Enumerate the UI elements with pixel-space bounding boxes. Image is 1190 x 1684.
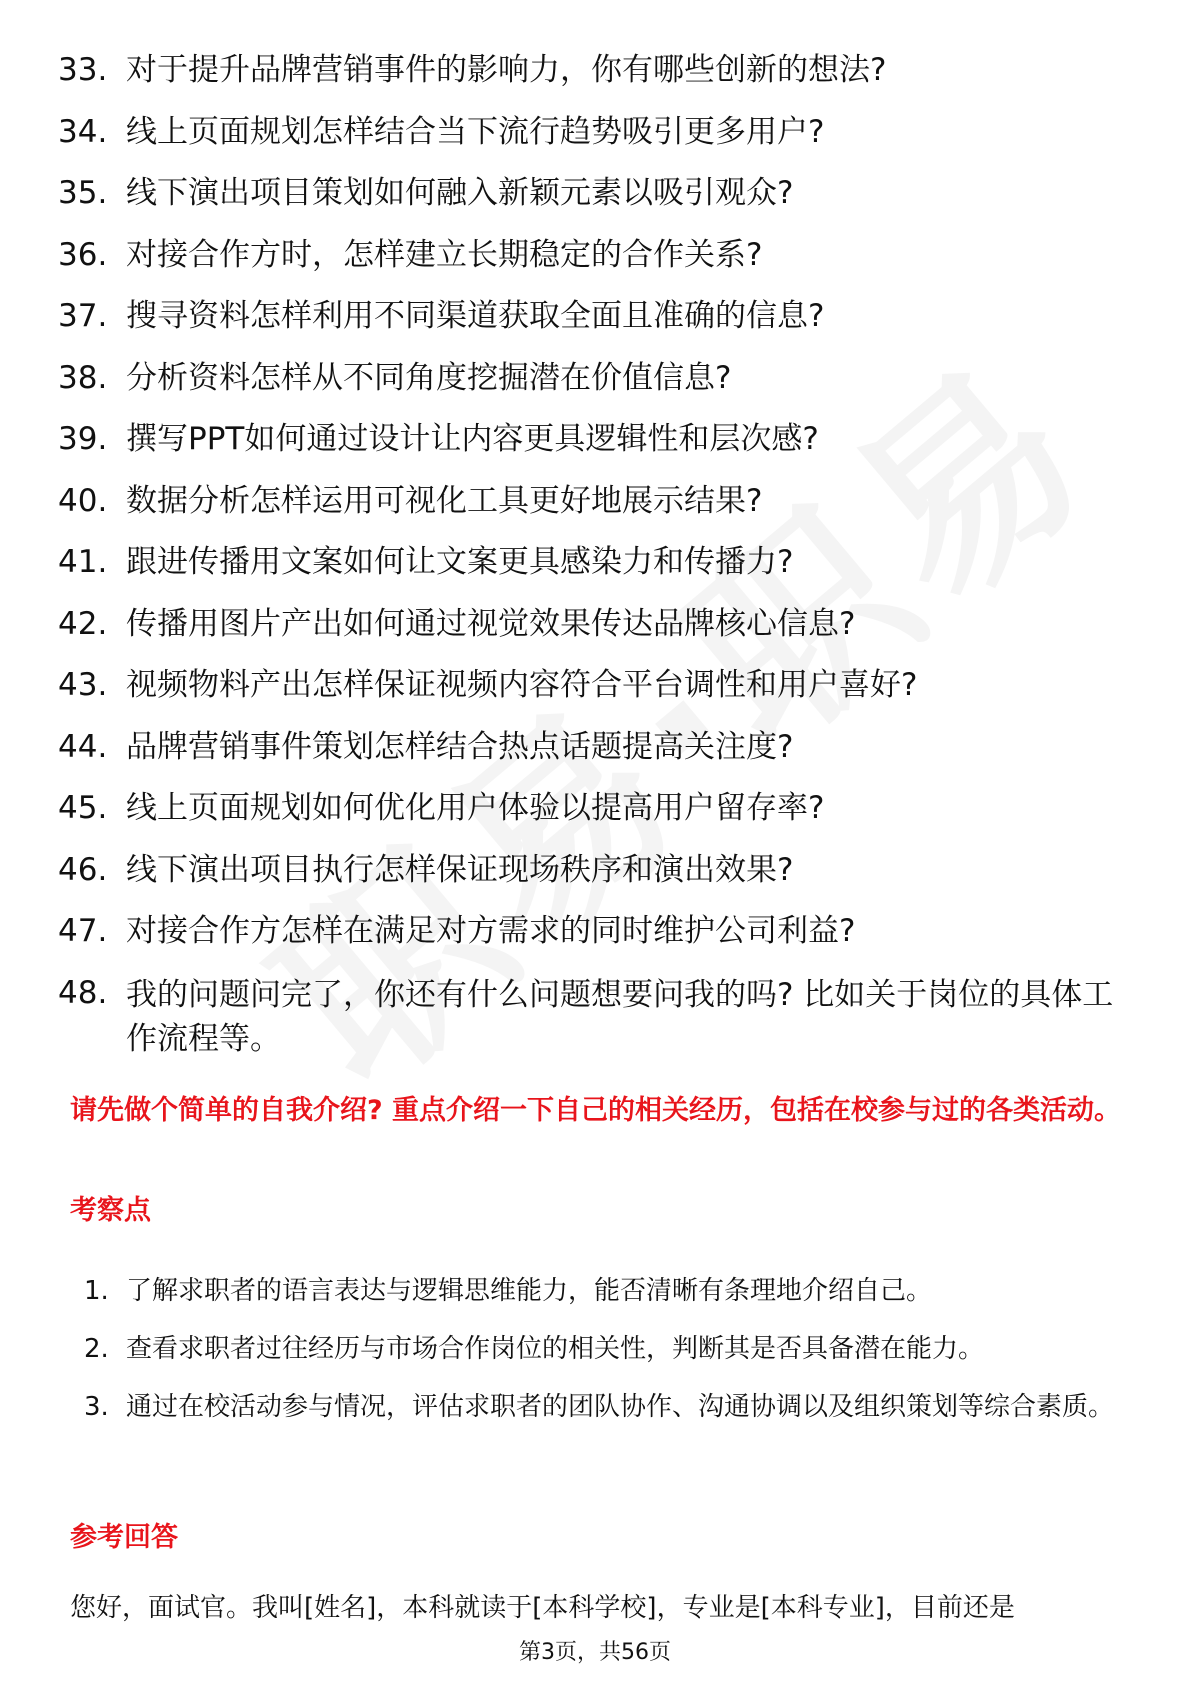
question-item [58, 973, 1138, 1061]
question-number: 44. [58, 728, 108, 765]
question-number: 39. [58, 421, 108, 457]
question-text: 传播用图片产出如何通过视觉效果传达品牌核心信息? [126, 605, 856, 642]
question-text: 分析资料怎样从不同角度挖掘潜在价值信息? [126, 359, 732, 396]
question-item [58, 542, 1138, 582]
question-number: 42. [58, 605, 108, 642]
question-item [58, 850, 1138, 890]
question-text: 对接合作方怎样在满足对方需求的同时维护公司利益? [126, 913, 856, 949]
page-footer: 第3页，共56页 [519, 1640, 671, 1665]
question-number: 40. [58, 482, 108, 519]
question-text: 视频物料产出怎样保证视频内容符合平台调性和用户喜好? [126, 667, 918, 703]
question-number: 45. [58, 790, 108, 826]
question-item [58, 173, 1138, 213]
question-text: 对接合作方时，怎样建立长期稳定的合作关系? [126, 236, 763, 273]
question-text: 数据分析怎样运用可视化工具更好地展示结果? [126, 482, 763, 519]
question-item [58, 727, 1138, 767]
question-number: 37. [58, 298, 108, 334]
question-number: 34. [58, 113, 108, 150]
question-item [58, 358, 1138, 398]
question-number: 33. [58, 52, 108, 88]
question-item [58, 112, 1138, 152]
question-text: 我的问题问完了，你还有什么问题想要问我的吗? 比如关于岗位的具体工作流程等。 [126, 976, 1114, 1057]
question-item [58, 481, 1138, 521]
question-text: 线下演出项目执行怎样保证现场秩序和演出效果? [126, 851, 794, 888]
question-text: 线上页面规划如何优化用户体验以提高用户留存率? [126, 790, 825, 826]
question-item [58, 296, 1138, 336]
question-text: 跟进传播用文案如何让文案更具感染力和传播力? [126, 544, 794, 580]
featured-question: 请先做个简单的自我介绍? 重点介绍一下自己的相关经历，包括在校参与过的各类活动。 [70, 1095, 1122, 1126]
question-number: 48. [58, 974, 108, 1011]
question-text: 撰写PPT如何通过设计让内容更具逻辑性和层次感? [126, 421, 819, 457]
assessment-point [84, 1320, 1134, 1378]
point-text: 了解求职者的语言表达与逻辑思维能力，能否清晰有条理地介绍自己。 [126, 1276, 933, 1306]
question-item [58, 604, 1138, 644]
question-number: 43. [58, 667, 108, 703]
question-item [58, 419, 1138, 459]
question-number: 47. [58, 913, 108, 949]
assessment-points [84, 1262, 1134, 1436]
question-list [58, 50, 1138, 1082]
point-number: 1. [84, 1276, 109, 1306]
assessment-heading: 考察点 [70, 1195, 151, 1226]
question-number: 41. [58, 544, 108, 580]
assessment-point [84, 1378, 1134, 1436]
question-item [58, 235, 1138, 275]
point-text: 通过在校活动参与情况，评估求职者的团队协作、沟通协调以及组织策划等综合素质。 [126, 1392, 1115, 1422]
question-number: 46. [58, 851, 108, 888]
question-text: 线下演出项目策划如何融入新颖元素以吸引观众? [126, 175, 794, 211]
question-item [58, 911, 1138, 951]
question-item [58, 50, 1138, 90]
question-text: 对于提升品牌营销事件的影响力，你有哪些创新的想法? [126, 52, 887, 88]
question-item [58, 665, 1138, 705]
question-text: 线上页面规划怎样结合当下流行趋势吸引更多用户? [126, 113, 825, 150]
question-text: 品牌营销事件策划怎样结合热点话题提高关注度? [126, 728, 794, 765]
reference-heading: 参考回答 [70, 1522, 178, 1553]
point-number: 3. [84, 1392, 109, 1422]
reference-answer: 您好，面试官。我叫[姓名]，本科就读于[本科学校]，专业是[本科专业]，目前还是 [70, 1593, 1015, 1623]
point-text: 查看求职者过往经历与市场合作岗位的相关性，判断其是否具备潜在能力。 [126, 1334, 985, 1364]
question-item [58, 788, 1138, 828]
question-text: 搜寻资料怎样利用不同渠道获取全面且准确的信息? [126, 298, 825, 334]
question-number: 36. [58, 236, 108, 273]
question-number: 35. [58, 175, 108, 211]
assessment-point [84, 1262, 1134, 1320]
point-number: 2. [84, 1334, 109, 1364]
question-number: 38. [58, 359, 108, 396]
